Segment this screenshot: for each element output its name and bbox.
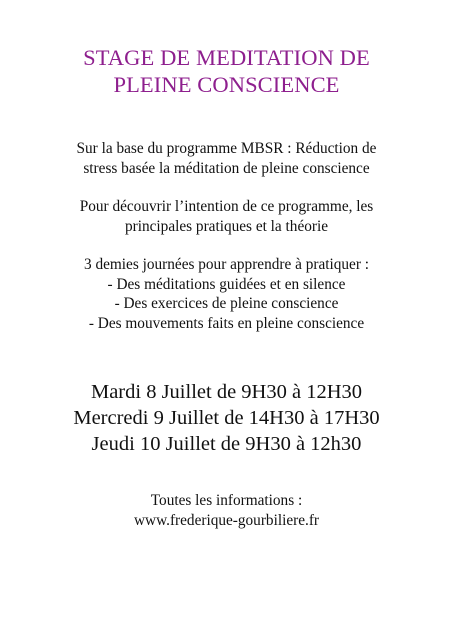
title-line-1: STAGE DE MEDITATION DE [83,45,370,70]
intro-line-2: stress basée la méditation de pleine conscience [83,159,370,177]
session-item: - Des méditations guidées et en silence [107,275,346,293]
session-item: - Des exercices de pleine conscience [114,295,339,313]
title-line-2: PLEINE CONSCIENCE [113,72,340,97]
date-line: Mercredi 9 Juillet de 14H30 à 17H30 [73,407,380,429]
session-item: - Des mouvements faits en pleine conscience [88,314,365,332]
discover-line-2: principales pratiques et la théorie [124,217,329,235]
sessions-heading: 3 demies journées pour apprendre à pratiquer : [83,256,369,273]
dates-section [0,379,453,457]
date-line: Jeudi 10 Juillet de 9H30 à 12h30 [91,433,362,455]
sessions-section [0,255,453,333]
flyer-title [0,44,453,98]
info-section [0,491,453,530]
intro-line-1: Sur la base du programme MBSR : Réduction de [76,140,377,157]
website-link[interactable]: www.frederique-gourbiliere.fr [133,511,320,529]
date-line: Mardi 8 Juillet de 9H30 à 12H30 [90,381,362,403]
info-label: Toutes les informations : [150,492,303,509]
intro-paragraph [0,139,453,178]
discover-line-1: Pour découvrir l’intention de ce programme, les [79,198,374,215]
discover-paragraph [0,197,453,236]
